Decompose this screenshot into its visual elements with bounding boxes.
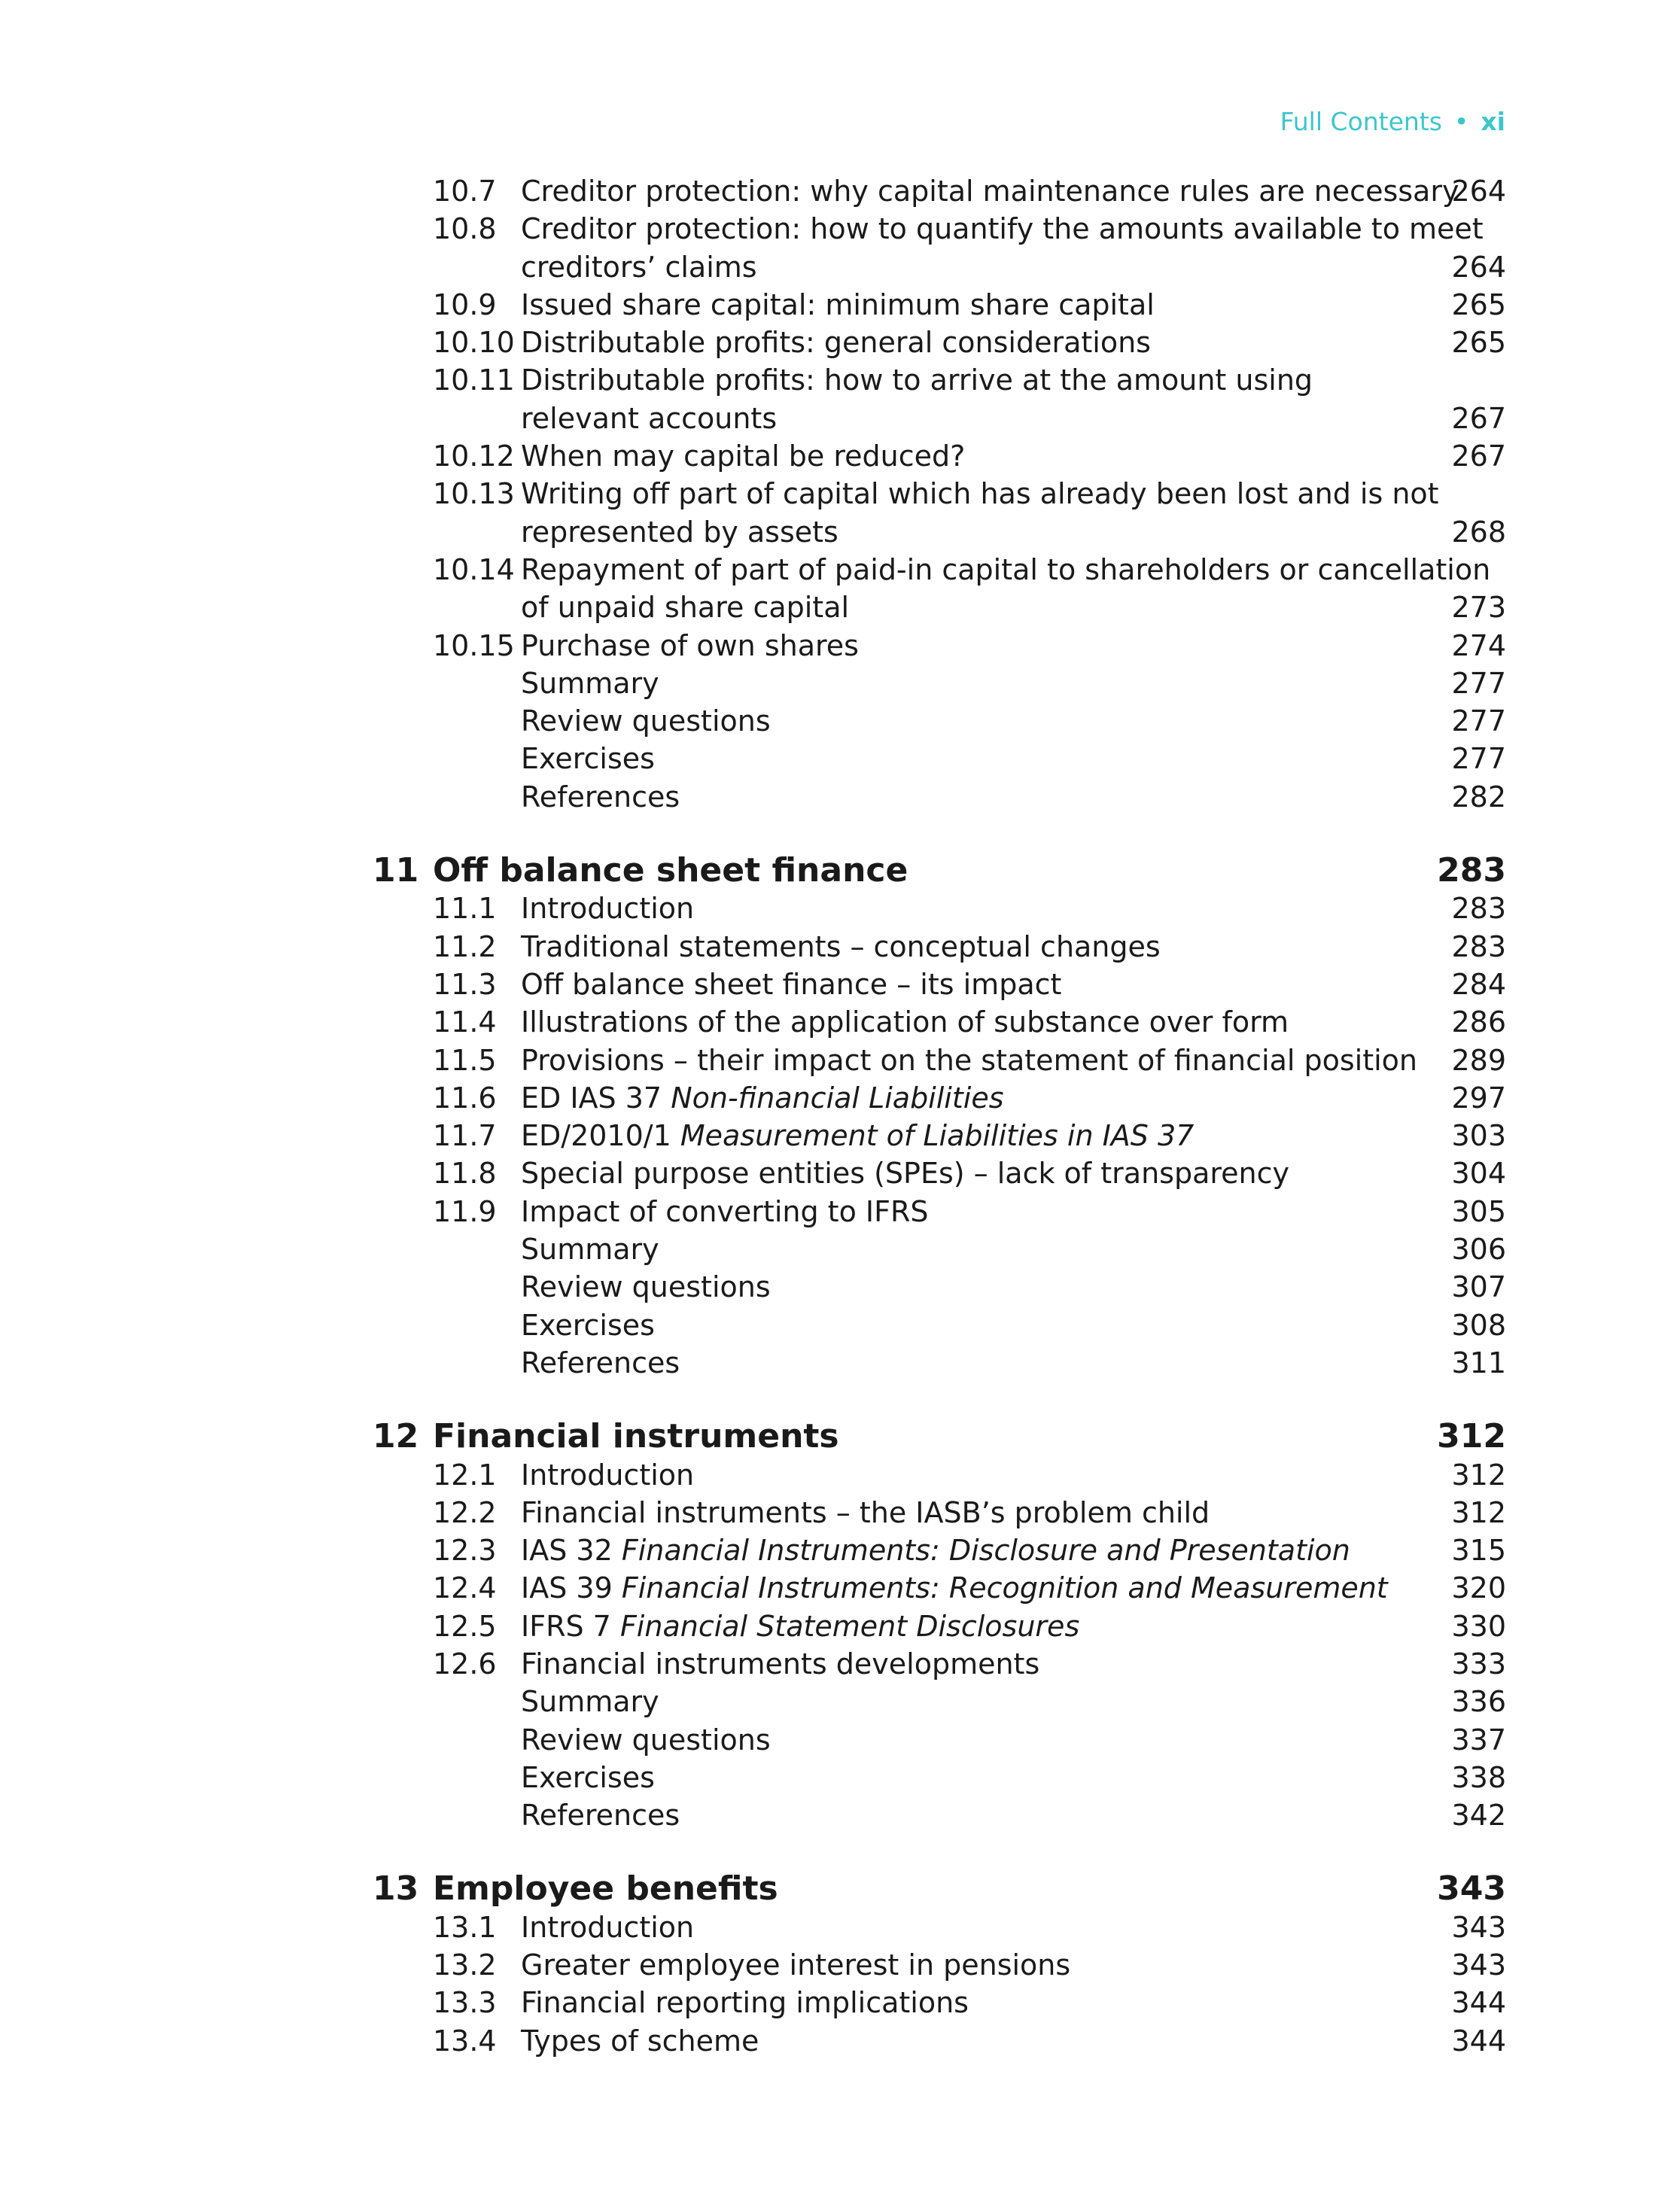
- section-title: [521, 627, 859, 665]
- section-title-text: References: [521, 1346, 680, 1379]
- section-title-text: Exercises: [521, 1308, 655, 1342]
- section-title-text: References: [521, 780, 680, 814]
- chapter-heading: [373, 1870, 1506, 1908]
- section-page: 282: [1451, 780, 1506, 814]
- section-page: 336: [1451, 1685, 1506, 1719]
- section-title-text: Summary: [521, 666, 659, 700]
- section-number: 11.8: [433, 1157, 497, 1191]
- toc-entry: [373, 1759, 1506, 1796]
- section-title-text: Financial instruments developments: [521, 1647, 1040, 1681]
- section-number: 11.9: [433, 1194, 497, 1228]
- toc-entry: [373, 1796, 1506, 1834]
- section-title-text: ED/2010/1: [521, 1119, 671, 1153]
- section-page: 311: [1451, 1346, 1506, 1379]
- section-number: 11.1: [433, 892, 497, 926]
- section-title: [521, 1796, 680, 1834]
- section-title: [521, 778, 680, 816]
- toc-entry: [373, 665, 1506, 702]
- section-title: [521, 1268, 771, 1306]
- section-page: 277: [1451, 704, 1506, 738]
- section-title: [521, 1683, 659, 1720]
- section-spacer: [373, 1834, 1506, 1870]
- toc-entry: [373, 1608, 1506, 1645]
- section-page: 273: [1451, 591, 1506, 625]
- section-number: 13.2: [433, 1948, 497, 1982]
- section-page: 312: [1451, 1495, 1506, 1529]
- toc-entry: [373, 2022, 1506, 2060]
- toc-entry: [373, 589, 1506, 626]
- section-title: [521, 1494, 1210, 1532]
- toc-entry: [373, 1683, 1506, 1720]
- section-title-text: Distributable profits: general considerations: [521, 326, 1151, 360]
- section-page: 283: [1451, 929, 1506, 963]
- section-page: 307: [1451, 1270, 1506, 1304]
- section-page: 343: [1451, 1948, 1506, 1982]
- section-number: 11.6: [433, 1081, 497, 1115]
- toc-entry: [373, 324, 1506, 361]
- page-number: xi: [1481, 107, 1505, 136]
- section-number: 10.7: [433, 175, 497, 208]
- section-number: 12.3: [433, 1534, 497, 1568]
- section-page: 304: [1451, 1157, 1506, 1191]
- toc-entry: [373, 740, 1506, 777]
- toc-entry: [373, 286, 1506, 324]
- section-title-text: Creditor protection: why capital maintenance rules are necessary: [521, 175, 1459, 208]
- section-title-text: Provisions – their impact on the statement of financial position: [521, 1043, 1418, 1077]
- section-title-text: IAS 39: [521, 1571, 613, 1605]
- section-title: Distributable profits: how to arrive at the amount using: [521, 363, 1313, 397]
- toc-entry: [373, 1569, 1506, 1607]
- section-page: 265: [1451, 326, 1506, 360]
- section-title: [521, 1456, 694, 1494]
- toc-entry: [373, 627, 1506, 665]
- section-page: 267: [1451, 401, 1506, 435]
- section-title-text: Types of scheme: [521, 2024, 759, 2058]
- section-title: creditors’ claims: [521, 250, 757, 284]
- section-title: Writing off part of capital which has already been lost and is not: [521, 477, 1439, 511]
- section-title: [521, 928, 1161, 966]
- section-number: 10.11: [433, 363, 515, 397]
- section-title: [521, 1042, 1417, 1079]
- section-number: 12.6: [433, 1647, 497, 1681]
- section-page: 320: [1451, 1571, 1506, 1605]
- toc-entry: [373, 1268, 1506, 1306]
- section-title-text: Introduction: [521, 892, 695, 926]
- section-number: 11.7: [433, 1119, 497, 1153]
- section-number: 13.1: [433, 1910, 497, 1944]
- section-number: 11.5: [433, 1043, 497, 1077]
- toc-entry: [373, 172, 1506, 210]
- toc-entry: [373, 1532, 1506, 1569]
- section-title: [521, 665, 659, 702]
- section-title: [521, 1193, 928, 1230]
- section-page: 268: [1451, 515, 1506, 549]
- section-number: 13.3: [433, 1986, 497, 2020]
- chapter-heading: [373, 1418, 1506, 1455]
- section-title: [521, 1984, 969, 2021]
- section-title-text: IFRS 7: [521, 1609, 611, 1643]
- chapter-number: 11: [373, 851, 419, 890]
- section-title-text: Financial instruments – the IASB’s problem child: [521, 1495, 1210, 1529]
- section-title-text: Review questions: [521, 704, 771, 738]
- section-title-text: Review questions: [521, 1723, 771, 1757]
- section-title: [521, 740, 655, 777]
- section-title: [521, 1721, 771, 1759]
- section-title: [521, 1344, 680, 1382]
- section-title-text: Off balance sheet finance – its impact: [521, 967, 1062, 1001]
- section-page: 277: [1451, 666, 1506, 700]
- section-title: [521, 1608, 1079, 1645]
- section-title-text: Financial reporting implications: [521, 1986, 969, 2020]
- section-title-italic: Financial Instruments: Recognition and Measurement: [621, 1571, 1388, 1605]
- section-title-text: Exercises: [521, 1760, 655, 1794]
- section-title-italic: Non-financial Liabilities: [671, 1081, 1004, 1115]
- section-title-text: Special purpose entities (SPEs) – lack of transparency: [521, 1157, 1289, 1191]
- toc-entry: [373, 890, 1506, 927]
- section-title: Repayment of part of paid-in capital to shareholders or cancellation: [521, 552, 1491, 586]
- section-page: 286: [1451, 1005, 1506, 1039]
- section-title: [521, 702, 771, 740]
- section-number: 10.14: [433, 552, 515, 586]
- section-page: 306: [1451, 1233, 1506, 1267]
- section-page: 284: [1451, 967, 1506, 1001]
- section-title-italic: Measurement of Liabilities in IAS 37: [680, 1119, 1195, 1153]
- toc-entry: [373, 1344, 1506, 1382]
- toc-entry: [373, 1193, 1506, 1230]
- toc-entry: [373, 702, 1506, 740]
- section-title-text: When may capital be reduced?: [521, 440, 966, 473]
- section-page: 264: [1451, 175, 1506, 208]
- section-title: [521, 286, 1155, 324]
- section-title-text: ED IAS 37: [521, 1081, 662, 1115]
- table-of-contents: [373, 172, 1506, 2060]
- section-page: 305: [1451, 1194, 1506, 1228]
- section-page: 308: [1451, 1308, 1506, 1342]
- section-title: of unpaid share capital: [521, 591, 850, 625]
- section-title: [521, 1946, 1070, 1984]
- section-title: [521, 1306, 655, 1344]
- section-number: 10.12: [433, 440, 515, 473]
- section-title-text: Purchase of own shares: [521, 628, 859, 662]
- toc-entry: [373, 1645, 1506, 1683]
- section-number: 11.4: [433, 1005, 497, 1039]
- section-title: [521, 1569, 1388, 1607]
- section-number: 11.3: [433, 967, 497, 1001]
- section-page: 264: [1451, 250, 1506, 284]
- toc-entry: [373, 513, 1506, 551]
- section-page: 289: [1451, 1043, 1506, 1077]
- section-page: 267: [1451, 440, 1506, 473]
- toc-entry: [373, 1984, 1506, 2021]
- toc-entry: [373, 551, 1506, 589]
- section-title-text: Impact of converting to IFRS: [521, 1194, 929, 1228]
- section-page: 315: [1451, 1534, 1506, 1568]
- section-page: 342: [1451, 1799, 1506, 1833]
- section-number: 10.13: [433, 477, 515, 511]
- chapter-page: 312: [1437, 1417, 1506, 1456]
- section-title-text: Issued share capital: minimum share capital: [521, 287, 1155, 321]
- section-page: 274: [1451, 628, 1506, 662]
- section-title: [521, 1909, 694, 1946]
- section-number: 12.2: [433, 1495, 497, 1529]
- section-title: Full Contents: [1280, 107, 1442, 136]
- section-number: 10.10: [433, 326, 515, 360]
- chapter-page: 283: [1437, 851, 1506, 890]
- section-title: [521, 1230, 659, 1268]
- chapter-number: 13: [373, 1869, 419, 1909]
- section-title-text: IAS 32: [521, 1534, 613, 1568]
- section-title-text: Review questions: [521, 1270, 771, 1304]
- chapter-title: Financial instruments: [433, 1417, 839, 1456]
- section-title-text: Greater employee interest in pensions: [521, 1948, 1071, 1982]
- section-title-text: Introduction: [521, 1458, 695, 1492]
- section-title: [521, 966, 1061, 1003]
- toc-entry: [373, 1042, 1506, 1079]
- section-number: 10.15: [433, 628, 515, 662]
- section-title: [521, 1154, 1289, 1192]
- section-number: 12.1: [433, 1458, 497, 1492]
- section-title: [521, 324, 1151, 361]
- section-title-text: Summary: [521, 1233, 659, 1267]
- section-title-italic: Financial Instruments: Disclosure and Presentation: [621, 1534, 1350, 1568]
- toc-entry: [373, 248, 1506, 286]
- section-title: [521, 890, 694, 927]
- toc-entry: [373, 437, 1506, 475]
- toc-entry: [373, 400, 1506, 437]
- section-page: 337: [1451, 1723, 1506, 1757]
- toc-entry: [373, 778, 1506, 816]
- running-header: [1280, 107, 1505, 136]
- toc-entry: [373, 928, 1506, 966]
- section-title: relevant accounts: [521, 401, 778, 435]
- section-page: 277: [1451, 742, 1506, 776]
- section-title-text: Summary: [521, 1685, 659, 1719]
- section-page: 330: [1451, 1609, 1506, 1643]
- section-page: 297: [1451, 1081, 1506, 1115]
- section-title-text: Exercises: [521, 742, 655, 776]
- toc-entry: [373, 1306, 1506, 1344]
- toc-entry: [373, 1721, 1506, 1759]
- chapter-heading: [373, 852, 1506, 890]
- section-number: 12.5: [433, 1609, 497, 1643]
- section-number: 12.4: [433, 1571, 497, 1605]
- chapter-number: 12: [373, 1417, 419, 1456]
- section-title: [521, 1759, 655, 1796]
- section-page: 333: [1451, 1647, 1506, 1681]
- section-title: [521, 1117, 1194, 1154]
- section-page: 343: [1451, 1910, 1506, 1944]
- toc-entry: [373, 966, 1506, 1003]
- chapter-page: 343: [1437, 1869, 1506, 1909]
- section-page: 265: [1451, 287, 1506, 321]
- toc-entry: [373, 1154, 1506, 1192]
- section-number: 11.2: [433, 929, 497, 963]
- section-title-text: References: [521, 1799, 680, 1833]
- section-title: [521, 1079, 1004, 1117]
- toc-entry: [373, 1079, 1506, 1117]
- section-title: Creditor protection: how to quantify the amounts available to meet: [521, 212, 1484, 246]
- toc-entry: [373, 1909, 1506, 1946]
- section-page: 344: [1451, 1986, 1506, 2020]
- section-title: [521, 2022, 759, 2060]
- section-page: 338: [1451, 1760, 1506, 1794]
- section-title: [521, 172, 1459, 210]
- section-page: 312: [1451, 1458, 1506, 1492]
- section-number: 13.4: [433, 2024, 497, 2058]
- toc-entry: [373, 475, 1506, 513]
- section-spacer: [373, 1382, 1506, 1418]
- toc-entry: [373, 1494, 1506, 1532]
- section-title-text: Introduction: [521, 1910, 695, 1944]
- chapter-title: Off balance sheet finance: [433, 851, 908, 890]
- section-page: 283: [1451, 892, 1506, 926]
- toc-entry: [373, 1946, 1506, 1984]
- section-title: [521, 1003, 1289, 1041]
- section-title: [521, 1645, 1039, 1683]
- section-title: [521, 437, 965, 475]
- toc-entry: [373, 1117, 1506, 1154]
- section-page: 303: [1451, 1119, 1506, 1153]
- section-number: 10.8: [433, 212, 497, 246]
- section-title-text: Traditional statements – conceptual changes: [521, 929, 1161, 963]
- chapter-title: Employee benefits: [433, 1869, 778, 1909]
- section-number: 10.9: [433, 287, 497, 321]
- section-spacer: [373, 816, 1506, 852]
- toc-entry: [373, 210, 1506, 248]
- toc-entry: [373, 1230, 1506, 1268]
- section-title-italic: Financial Statement Disclosures: [619, 1609, 1080, 1643]
- toc-entry: [373, 1003, 1506, 1041]
- section-title: [521, 1532, 1350, 1569]
- toc-entry: [373, 1456, 1506, 1494]
- bullet-separator: •: [1453, 107, 1469, 136]
- toc-entry: [373, 361, 1506, 399]
- section-page: 344: [1451, 2024, 1506, 2058]
- section-title: represented by assets: [521, 515, 838, 549]
- section-title-text: Illustrations of the application of substance over form: [521, 1005, 1289, 1039]
